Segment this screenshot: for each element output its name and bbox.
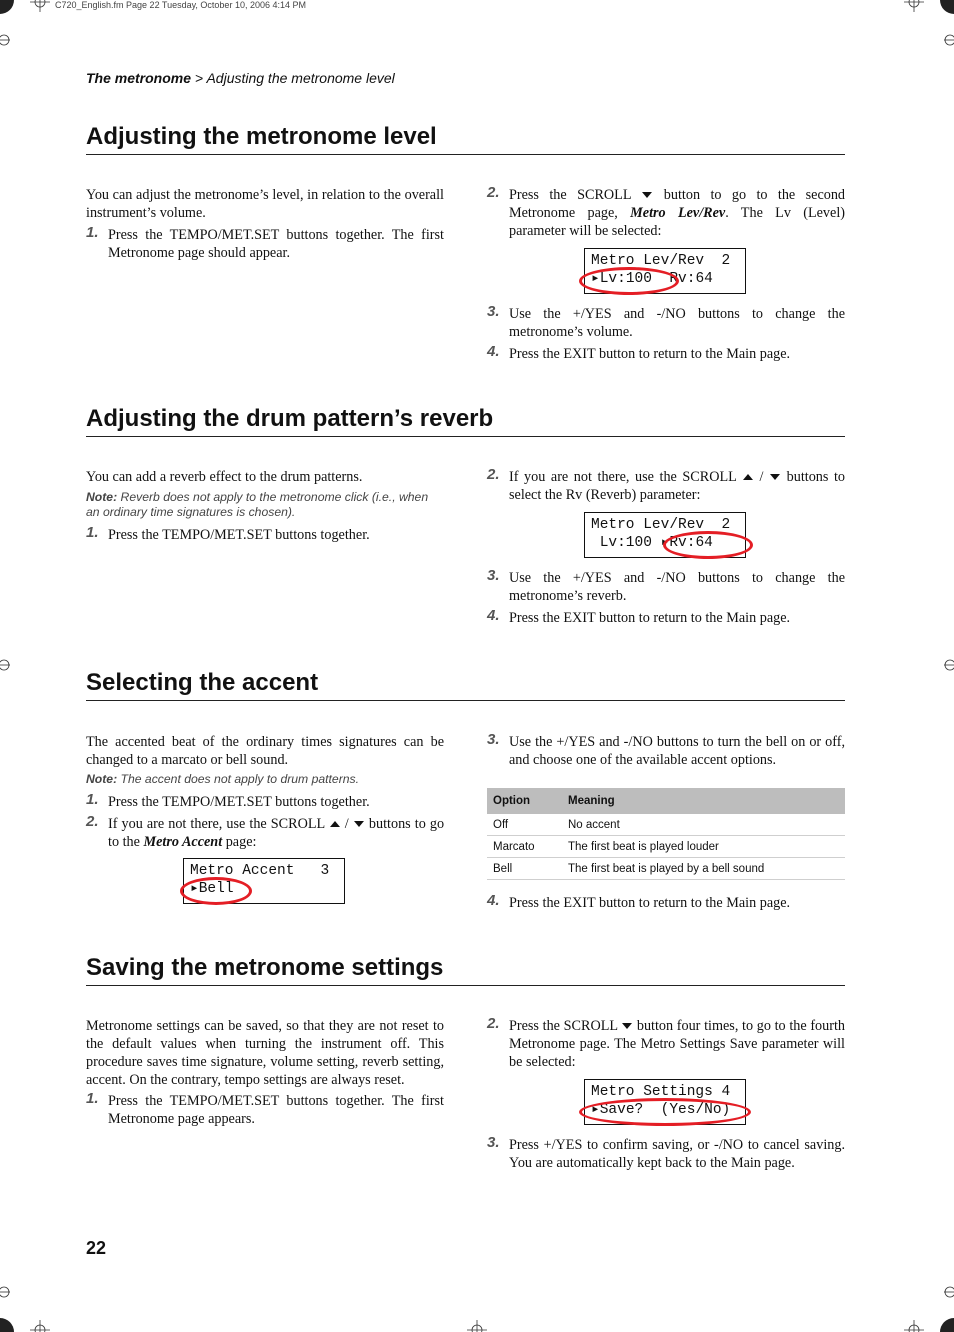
triangle-down-icon	[769, 473, 781, 481]
step-text: Press the EXIT button to return to the Main page.	[509, 895, 791, 911]
section-title-saving: Saving the metronome settings	[86, 953, 845, 986]
breadcrumb-section: The metronome	[86, 70, 192, 86]
separator: /	[344, 816, 349, 832]
table-row	[487, 858, 845, 880]
highlight-ring	[180, 877, 252, 905]
highlight-ring	[579, 1098, 751, 1126]
option-cell: Bell	[487, 858, 562, 880]
lcd-line-1: Metro Settings 4	[591, 1084, 731, 1100]
note-label: Note:	[86, 490, 118, 504]
saving-step-2	[487, 1017, 845, 1071]
triangle-down-icon	[621, 1022, 633, 1030]
column-header-meaning: Meaning	[562, 788, 845, 814]
step-text: . The Lv (Level) parameter will be selected:	[509, 205, 845, 239]
accent-step-2	[86, 815, 444, 851]
accent-step-1	[86, 793, 444, 811]
step-number: 2.	[487, 1015, 500, 1032]
table-row	[487, 836, 845, 858]
option-cell: Off	[487, 814, 562, 836]
lcd-display	[584, 248, 746, 294]
note-text: Reverb does not apply to the metronome click (i.e., when an ordinary time signatures is chosen).	[86, 490, 429, 519]
meaning-cell: The first beat is played louder	[562, 836, 845, 858]
accent-note	[86, 772, 444, 787]
triangle-up-icon	[742, 473, 754, 481]
reverb-intro: You can add a reverb effect to the drum patterns.	[86, 469, 363, 485]
level-step-3	[487, 305, 845, 341]
page-name: Metro Accent	[143, 834, 223, 850]
step-number: 4.	[487, 343, 500, 360]
level-step-1	[86, 226, 444, 262]
lcd-line-1: Metro Accent 3	[190, 863, 330, 879]
step-number: 1.	[86, 1090, 99, 1107]
step-number: 3.	[487, 303, 500, 320]
lcd-line-1: Metro Lev/Rev 2	[591, 517, 731, 533]
saving-step-1	[86, 1092, 444, 1128]
highlight-ring	[663, 531, 753, 559]
step-number: 3.	[487, 1134, 500, 1151]
breadcrumb-separator: >	[191, 70, 207, 86]
step-text: Use the +/YES and -/NO buttons to change the metronome’s reverb.	[509, 570, 845, 604]
note-label: Note:	[86, 772, 118, 786]
section-title-reverb: Adjusting the drum pattern’s reverb	[86, 404, 845, 437]
level-step-2	[487, 186, 845, 240]
step-number: 1.	[86, 524, 99, 541]
level-intro: You can adjust the metronome’s level, in relation to the overall instrument’s volume.	[86, 187, 444, 221]
step-text: buttons to select the Rv (Reverb) parameter:	[509, 469, 846, 503]
lcd-display	[183, 858, 345, 904]
step-number: 1.	[86, 224, 99, 241]
step-text: Press the TEMPO/MET.SET buttons together.	[108, 794, 370, 810]
section-title-level: Adjusting the metronome level	[86, 122, 845, 155]
accent-options-table	[487, 788, 845, 880]
lcd-line-1: Metro Lev/Rev 2	[591, 253, 731, 269]
accent-step-3	[487, 733, 845, 769]
table-header-row	[487, 788, 845, 814]
column-header-option: Option	[487, 788, 562, 814]
breadcrumb-topic: Adjusting the metronome level	[206, 70, 395, 86]
step-text: Press the EXIT button to return to the Main page.	[509, 610, 791, 626]
meaning-cell: The first beat is played by a bell sound	[562, 858, 845, 880]
print-header: C720_English.fm Page 22 Tuesday, October 10, 2006 4:14 PM	[55, 0, 306, 10]
lcd-display	[584, 512, 746, 558]
step-text: Press the TEMPO/MET.SET buttons together. The first Metronome page should appear.	[108, 227, 444, 261]
option-cell: Marcato	[487, 836, 562, 858]
reverb-step-4	[487, 609, 845, 627]
reverb-step-1	[86, 526, 444, 544]
step-text: Press +/YES to confirm saving, or -/NO to cancel saving. You are automatically kept back to the Main page.	[509, 1137, 845, 1171]
step-number: 3.	[487, 567, 500, 584]
step-text: Press the TEMPO/MET.SET buttons together.	[108, 527, 370, 543]
lcd-display	[584, 1079, 746, 1125]
page-name: Metro Lev/Rev	[630, 205, 726, 221]
separator: /	[759, 469, 764, 485]
step-number: 4.	[487, 607, 500, 624]
reverb-step-3	[487, 569, 845, 605]
triangle-down-icon	[353, 820, 365, 828]
step-text: Press the TEMPO/MET.SET buttons together. The first Metronome page appears.	[108, 1093, 444, 1127]
step-number: 4.	[487, 892, 500, 909]
section-title-accent: Selecting the accent	[86, 668, 845, 701]
note-text: The accent does not apply to drum patterns.	[120, 772, 360, 786]
step-text: If you are not there, use the SCROLL	[108, 816, 325, 832]
saving-step-3	[487, 1136, 845, 1172]
step-text: Press the EXIT button to return to the Main page.	[509, 346, 791, 362]
step-number: 2.	[487, 466, 500, 483]
step-number: 2.	[487, 184, 500, 201]
breadcrumb	[86, 70, 395, 86]
level-step-4	[487, 345, 845, 363]
table-row	[487, 814, 845, 836]
highlight-ring	[579, 267, 679, 295]
step-number: 1.	[86, 791, 99, 808]
step-text: Use the +/YES and -/NO buttons to change the metronome’s volume.	[509, 306, 845, 340]
step-number: 2.	[86, 813, 99, 830]
step-text: Use the +/YES and -/NO buttons to turn the bell on or off, and choose one of the available accent options.	[509, 734, 845, 768]
triangle-up-icon	[329, 820, 341, 828]
reverb-step-2	[487, 468, 845, 504]
step-text: If you are not there, use the SCROLL	[509, 469, 737, 485]
lcd-line-2: ▸Lv:100 Rv:64	[591, 271, 713, 287]
triangle-down-icon	[641, 191, 653, 199]
step-text: button four times, to go to the fourth Metronome page. The Metro Settings Save parameter will be selected:	[509, 1018, 845, 1070]
step-text: Press the SCROLL	[509, 1018, 618, 1034]
step-text: buttons to go to the	[108, 816, 445, 850]
reverb-note	[86, 490, 444, 520]
lcd-line-2: ▸Save? (Yes/No)	[591, 1102, 731, 1118]
page-number: 22	[86, 1238, 107, 1258]
step-text: Press the SCROLL	[509, 187, 631, 203]
step-text: page:	[225, 834, 257, 850]
meaning-cell: No accent	[562, 814, 845, 836]
saving-intro: Metronome settings can be saved, so that they are not reset to the default values when turning the instrument off. This procedure saves time signature, volume setting, reverb setting, accent. On the contrary, tempo settings are always reset.	[86, 1018, 444, 1088]
step-text: button to go to the second Metronome page,	[509, 187, 846, 221]
lcd-line-2: Lv:100 ▸Rv:64	[591, 535, 713, 551]
accent-step-4	[487, 894, 845, 912]
lcd-line-2: ▸Bell	[190, 881, 234, 897]
accent-intro: The accented beat of the ordinary times signatures can be changed to a marcato or bell sound.	[86, 734, 444, 768]
step-number: 3.	[487, 731, 500, 748]
